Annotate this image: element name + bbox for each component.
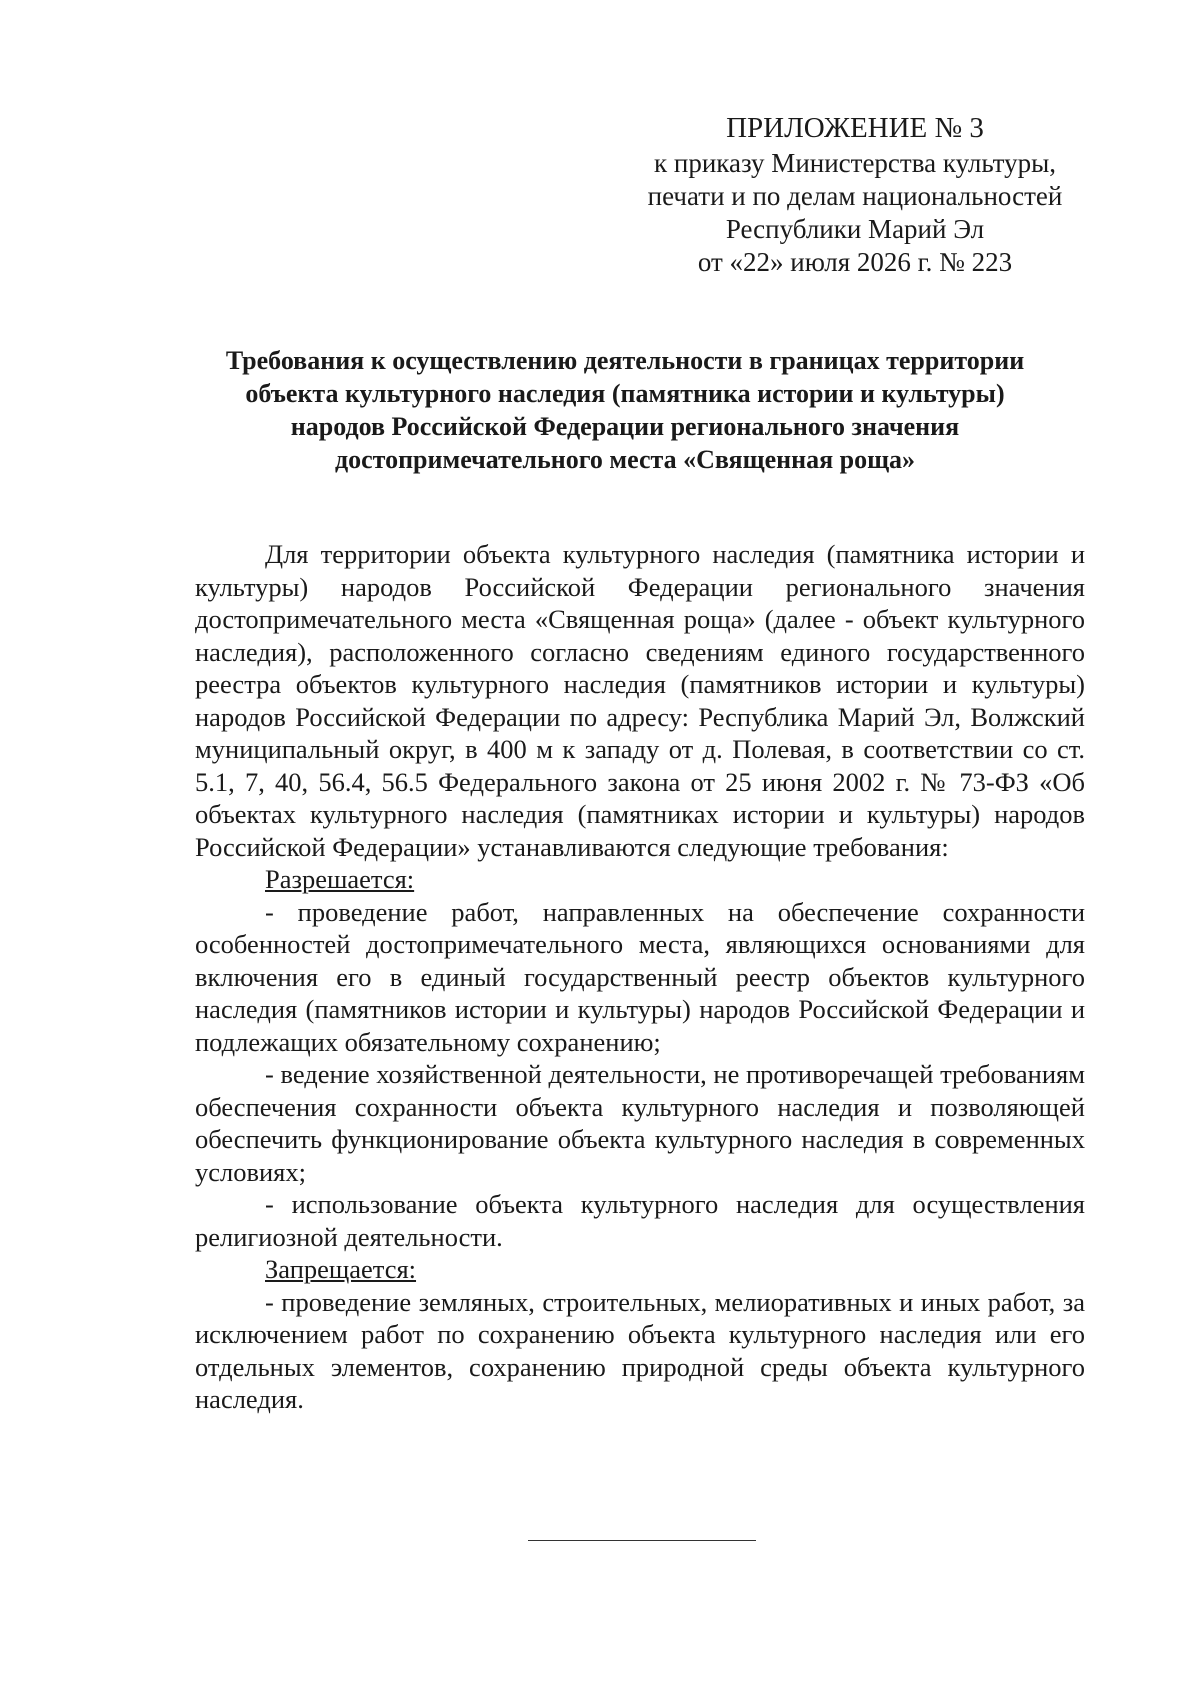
title-line: народов Российской Федерации регионального значения — [290, 412, 960, 441]
title-line: достопримечательного места «Священная роща» — [334, 445, 916, 474]
appendix-line: печати и по делам национальностей — [647, 181, 1063, 211]
closing-rule — [528, 1540, 756, 1541]
appendix-block — [640, 112, 1070, 279]
forbidden-heading — [195, 1253, 1085, 1286]
allowed-item: - проведение работ, направленных на обеспечение сохранности особенностей достопримечательного места, являющихся основаниями для включения его в единый государственный реестр объектов культурного наследия (памятников истории и культуры) народов Российской Федерации и подлежащих обязательному сохранению; — [195, 896, 1085, 1057]
appendix-line: от «22» июля 2026 г. № 223 — [697, 247, 1013, 277]
title-line: Требования к осуществлению деятельности в границах территории — [225, 346, 1025, 375]
allowed-heading — [195, 863, 1085, 896]
appendix-line: Республики Марий Эл — [725, 214, 985, 244]
appendix-line: к приказу Министерства культуры, — [654, 148, 1056, 178]
document-title — [160, 344, 1090, 476]
allowed-heading-text: Разрешается: — [265, 864, 415, 894]
allowed-item: - ведение хозяйственной деятельности, не противоречащей требованиям обеспечения сохранности объекта культурного наследия и позволяющей обеспечить функционирование объекта культурного наследия в современных условиях; — [195, 1059, 1085, 1187]
allowed-item: - использование объекта культурного наследия для осуществления религиозной деятельности. — [195, 1189, 1085, 1252]
appendix-heading: ПРИЛОЖЕНИЕ № 3 — [726, 112, 984, 144]
title-line: объекта культурного наследия (памятника истории и культуры) — [245, 379, 1005, 408]
forbidden-heading-text: Запрещается: — [265, 1254, 417, 1284]
intro-paragraph: Для территории объекта культурного наследия (памятника истории и культуры) народов Российской Федерации регионального значения достопримечательного места «Священная роща» (далее - объект культурного наследия), расположенного согласно сведениям единого государственного реестра объектов культурного наследия (памятников истории и культуры) народов Российской Федерации по адресу: Республика Марий Эл, Волжский муниципальный округ, в 400 м к западу от д. Полевая, в соответствии со ст. 5.1, 7, 40, 56.4, 56.5 Федерального закона от 25 июня 2002 г. № 73-ФЗ «Об объектах культурного наследия (памятниках истории и культуры) народов Российской Федерации» устанавливаются следующие требования: — [195, 539, 1085, 862]
forbidden-item: - проведение земляных, строительных, мелиоративных и иных работ, за исключением работ по сохранению объекта культурного наследия или его отдельных элементов, сохранению природной среды объекта культурного наследия. — [195, 1286, 1085, 1414]
document-body — [195, 538, 1085, 1416]
